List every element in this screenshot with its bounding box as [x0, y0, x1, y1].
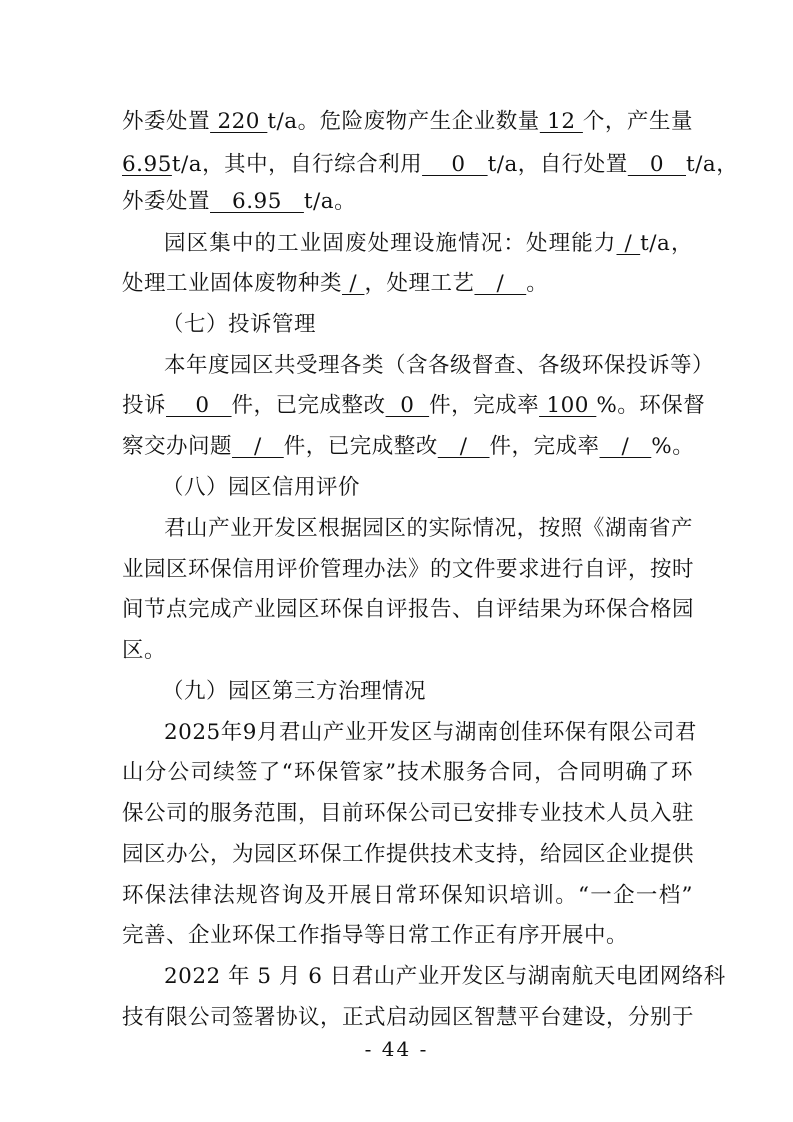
paragraph-line [122, 881, 693, 911]
text-segment: ，处理工艺 [364, 271, 475, 296]
filled-blank: 6.95 [122, 152, 172, 177]
paragraph-line [122, 391, 706, 421]
text-segment: 。 [526, 271, 549, 296]
paragraph-line [122, 1003, 693, 1033]
text-segment: t/a。 [303, 189, 357, 214]
paragraph-line [164, 962, 726, 992]
paragraph-line [122, 758, 693, 788]
paragraph-line [164, 718, 697, 748]
filled-blank: 100 [539, 393, 597, 418]
filled-blank: 0 [385, 393, 430, 418]
filled-blank: 0 [166, 393, 232, 418]
text-segment: 技有限公司签署协议，正式启动园区智慧平台建设，分别于 [122, 1005, 695, 1030]
text-segment: 件，已完成整改 [231, 393, 386, 418]
filled-blank: / [232, 434, 284, 459]
text-segment: t/a，自行处置 [487, 152, 628, 177]
page-number: - 44 - [364, 1037, 429, 1061]
filled-blank: 6.95 [210, 189, 304, 214]
text-segment: t/a。危险废物产生企业数量 [267, 109, 540, 134]
text-segment: 君山产业开发区根据园区的实际情况，按照《湖南省产 [164, 516, 693, 541]
section-heading [162, 310, 693, 340]
text-segment: 保公司的服务范围，目前环保公司已安排专业技术人员入驻 [122, 801, 695, 826]
text-segment: 件，已完成整改 [283, 434, 438, 459]
text-segment: 2025年9月君山产业开发区与湖南创佳环保有限公司君 [164, 720, 697, 745]
text-segment: t/a，其中，自行综合利用 [171, 152, 423, 177]
paragraph-line [122, 555, 693, 585]
paragraph-line [164, 229, 693, 259]
text-segment: 2022 年 5 月 6 日君山产业开发区与湖南航天电团网络科 [164, 964, 726, 989]
filled-blank: / [599, 434, 652, 459]
filled-blank: / [437, 434, 490, 459]
paragraph-line [122, 107, 693, 137]
text-segment: t/a， [640, 231, 693, 256]
section-heading [162, 473, 693, 503]
text-segment: 山分公司续签了“环保管家”技术服务合同，合同明确了环 [122, 760, 693, 785]
text-segment: %。环保督 [596, 393, 706, 418]
section-heading [162, 677, 693, 707]
text-segment: 个，产生量 [582, 109, 693, 134]
text-segment: 外委处置 [122, 109, 211, 134]
text-segment: 区。 [122, 638, 167, 663]
text-segment: 园区集中的工业固废处理设施情况：处理能力 [164, 231, 617, 256]
text-segment: 外委处置 [122, 189, 211, 214]
text-segment: 件，完成率 [489, 434, 600, 459]
paragraph-line [122, 187, 693, 217]
paragraph-line [122, 150, 739, 180]
filled-blank: 12 [539, 109, 583, 134]
text-segment: 环保法律法规咨询及开展日常环保知识培训。“一企一档” [122, 883, 693, 908]
text-segment: 投诉 [122, 393, 167, 418]
text-segment: %。 [651, 434, 695, 459]
text-segment: 园区办公，为园区环保工作提供技术支持，给园区企业提供 [122, 842, 695, 867]
text-segment: 件，完成率 [429, 393, 540, 418]
filled-blank: 220 [210, 109, 268, 134]
text-segment: （九）园区第三方治理情况 [162, 679, 427, 704]
paragraph-line [164, 514, 693, 544]
text-segment: t/a， [686, 152, 739, 177]
text-segment: 察交办问题 [122, 434, 233, 459]
paragraph-line [122, 840, 693, 870]
text-segment: （七）投诉管理 [162, 312, 317, 337]
text-segment: （八）园区信用评价 [162, 475, 361, 500]
text-segment: 完善、企业环保工作指导等日常工作正有序开展中。 [122, 923, 629, 948]
filled-blank: 0 [627, 152, 686, 177]
text-segment: 本年度园区共受理各类（含各级督查、各级环保投诉等） [164, 353, 715, 378]
filled-blank: / [342, 271, 365, 296]
text-segment: 间节点完成产业园区环保自评报告、自评结果为环保合格园 [122, 597, 695, 622]
paragraph-line [122, 921, 693, 951]
text-segment: 处理工业固体废物种类 [122, 271, 343, 296]
paragraph-line [122, 269, 693, 299]
paragraph-line [122, 595, 693, 625]
paragraph-line [122, 432, 693, 462]
paragraph-line [122, 636, 693, 666]
filled-blank: / [474, 271, 527, 296]
filled-blank: 0 [422, 152, 488, 177]
text-segment: 业园区环保信用评价管理办法》的文件要求进行自评，按时 [122, 557, 695, 582]
paragraph-line [164, 351, 715, 381]
filled-blank: / [616, 231, 641, 256]
paragraph-line [122, 799, 693, 829]
